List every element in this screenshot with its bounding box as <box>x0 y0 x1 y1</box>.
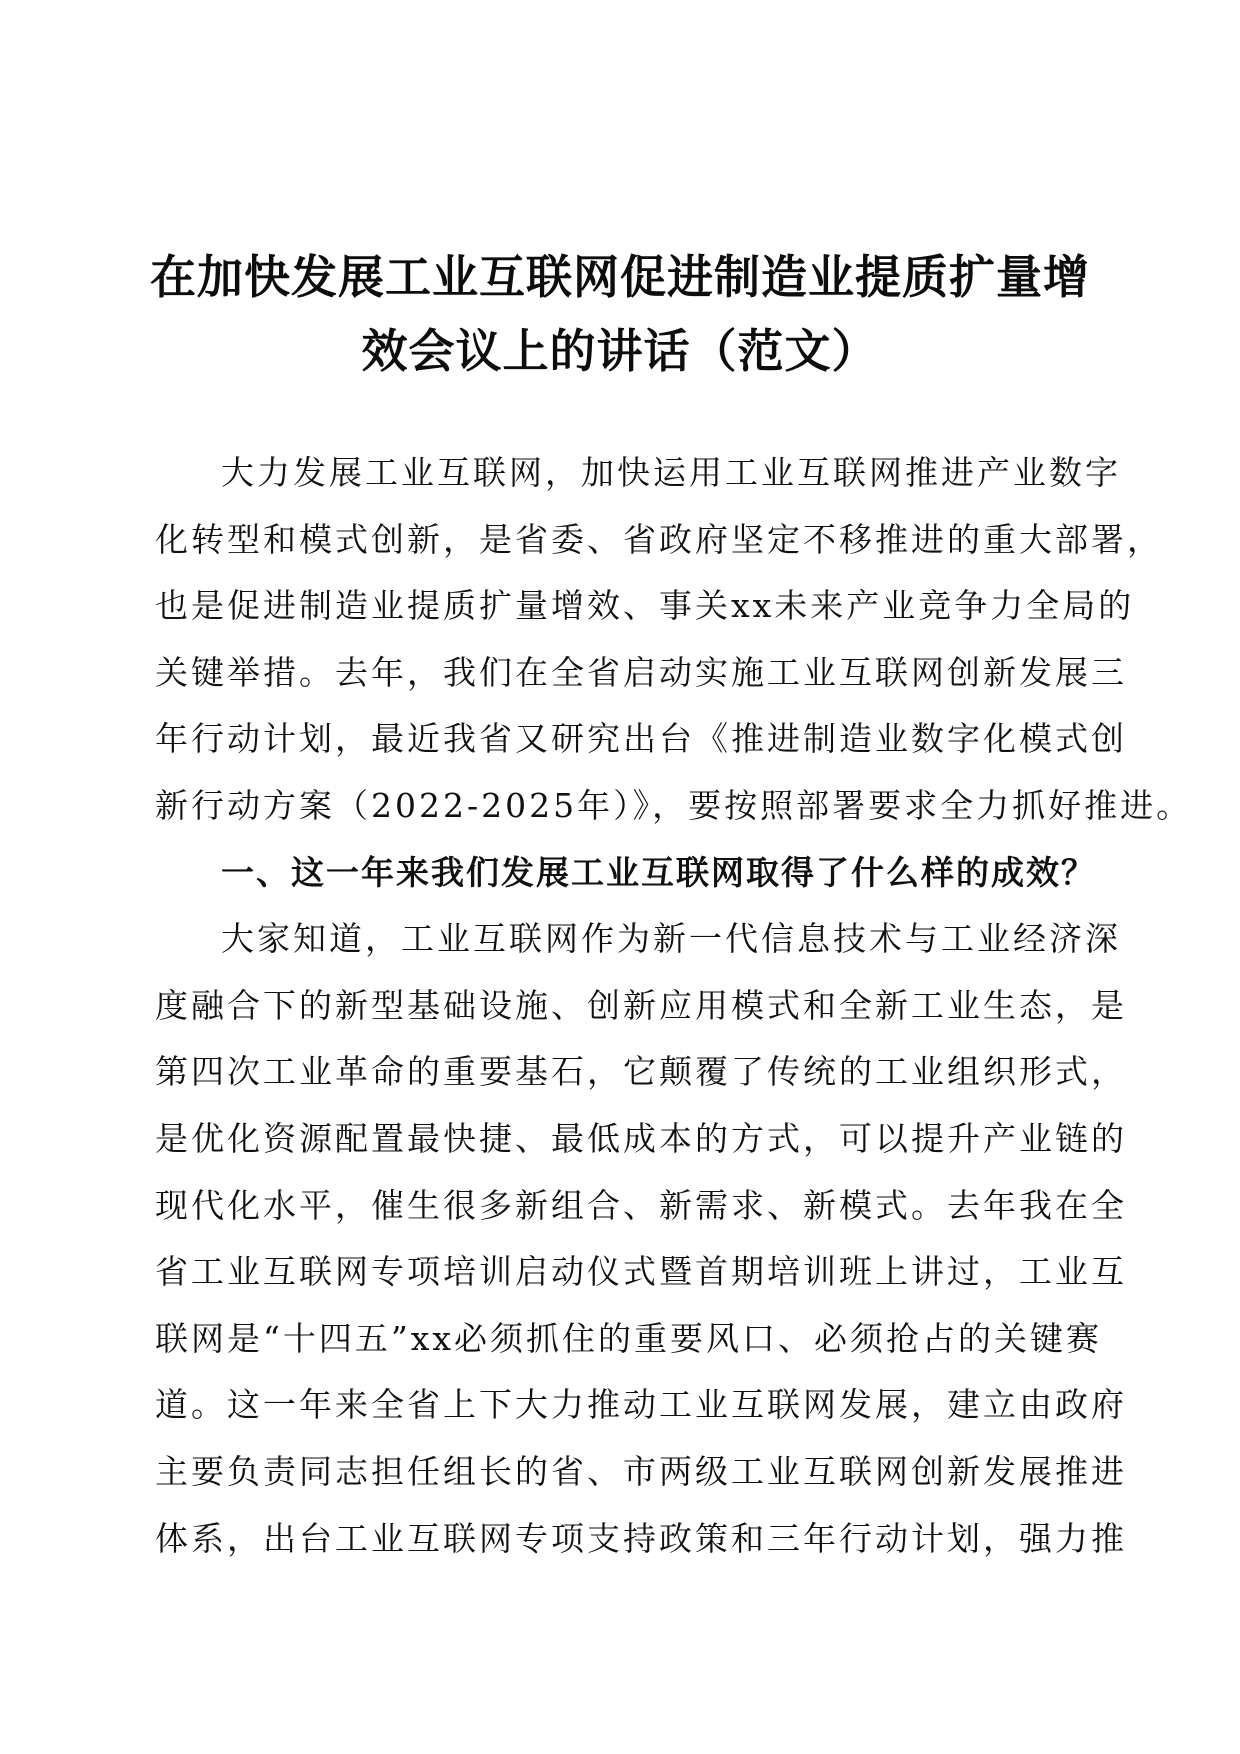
title-line: 在加快发展工业互联网促进制造业提质扩量增 <box>150 250 1090 304</box>
paragraph-line: 新行动方案（2022-2025年）》，要按照部署要求全力抓好推进。 <box>155 785 1193 825</box>
paragraph-line: 大力发展工业互联网，加快运用工业互联网推进产业数字 <box>221 453 1121 492</box>
document-body <box>155 440 1193 1572</box>
paragraph-line: 年行动计划，最近我省又研究出台《推进制造业数字化模式创 <box>155 719 1127 759</box>
paragraph-line: 也是促进制造业提质扩量增效、事关xx未来产业竞争力全局的 <box>155 586 1135 626</box>
paragraph-line: 现代化水平，催生很多新组合、新需求、新模式。去年我在全 <box>155 1185 1127 1225</box>
title-line: 效会议上的讲话（范文） <box>361 324 879 378</box>
paragraph-line: 第四次工业革命的重要基石，它颠覆了传统的工业组织形式， <box>155 1052 1127 1092</box>
document-title <box>150 240 1090 388</box>
paragraph-intro <box>155 440 1193 840</box>
paragraph-line: 关键举措。去年，我们在全省启动实施工业互联网创新发展三 <box>155 652 1127 692</box>
paragraph-line: 联网是“十四五”xx必须抓住的重要风口、必须抢占的关键赛 <box>155 1318 1102 1358</box>
section-heading: 一、这一年来我们发展工业互联网取得了什么样的成效？ <box>221 852 1096 892</box>
paragraph-line: 度融合下的新型基础设施、创新应用模式和全新工业生态，是 <box>155 985 1127 1025</box>
paragraph-line: 省工业互联网专项培训启动仪式暨首期培训班上讲过，工业互 <box>155 1252 1127 1292</box>
paragraph-line: 主要负责同志担任组长的省、市两级工业互联网创新发展推进 <box>155 1451 1127 1491</box>
paragraph-line: 体系，出台工业互联网专项支持政策和三年行动计划，强力推 <box>155 1518 1127 1558</box>
paragraph-line: 化转型和模式创新，是省委、省政府坚定不移推进的重大部署， <box>155 519 1163 559</box>
paragraph-achievements <box>155 906 1127 1572</box>
paragraph-line: 是优化资源配置最快捷、最低成本的方式，可以提升产业链的 <box>155 1118 1127 1158</box>
paragraph-line: 道。这一年来全省上下大力推动工业互联网发展，建立由政府 <box>155 1385 1127 1425</box>
paragraph-line: 大家知道，工业互联网作为新一代信息技术与工业经济深 <box>221 919 1121 959</box>
